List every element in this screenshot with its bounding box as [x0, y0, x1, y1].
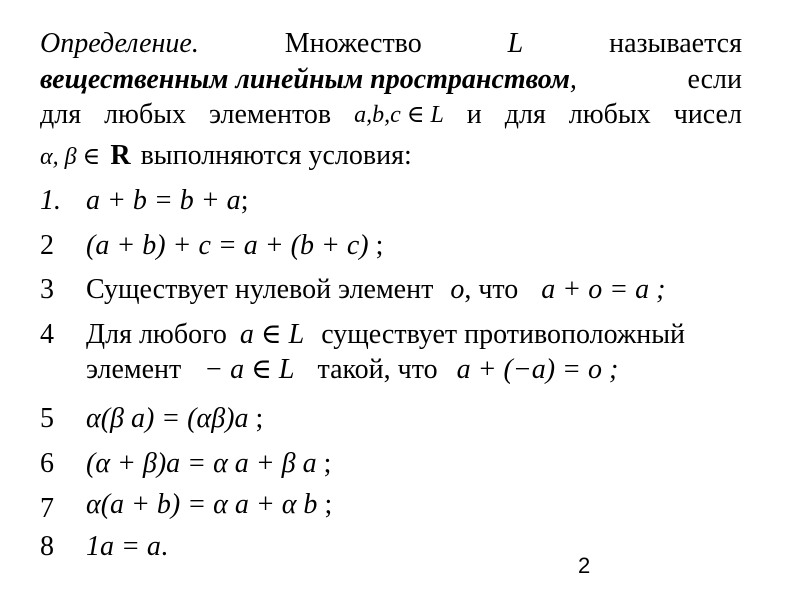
word: элементов	[208, 99, 332, 130]
formula-tail: .	[160, 531, 168, 562]
word: любых	[104, 99, 187, 130]
condition-number: 7	[40, 493, 54, 524]
condition-text-line-2	[86, 353, 618, 387]
word: чисел	[673, 99, 742, 130]
formula: a + (−a) = o ;	[456, 354, 619, 385]
set-symbol-L: L	[507, 28, 524, 59]
condition-formula	[86, 488, 332, 522]
formula: α(a + b) = α a + α b	[86, 489, 318, 520]
formula-tail: ;	[323, 448, 332, 479]
text: существует противоположный	[321, 319, 686, 350]
real-numbers-symbol: R	[110, 140, 131, 171]
definition-label: Определение.	[40, 28, 199, 59]
word-esli: если	[687, 64, 742, 95]
condition-number: 5	[40, 403, 54, 434]
condition-number: 6	[40, 448, 54, 479]
condition-number: 4	[40, 319, 54, 350]
formula-tail: ;	[375, 230, 384, 261]
condition-formula	[86, 229, 383, 263]
text: такой, что	[317, 354, 438, 385]
condition-formula	[86, 184, 248, 218]
word: и	[466, 99, 482, 130]
word: для	[40, 99, 82, 130]
formula: a + o = a ;	[541, 274, 666, 305]
definition-line-1	[40, 27, 742, 61]
formula-tail: ;	[240, 185, 249, 216]
condition-text-line-1	[86, 318, 685, 352]
formula: α(β a) = (αβ)a	[86, 403, 249, 434]
definition-line-3	[40, 98, 742, 132]
word: любых	[568, 99, 651, 130]
text: Существует нулевой элемент	[86, 274, 434, 305]
defined-term-group	[40, 63, 577, 97]
formula: − a ∈ L	[204, 354, 295, 385]
zero-element-symbol: o	[450, 274, 465, 305]
condition-formula	[86, 530, 168, 564]
condition-number: 1.	[40, 185, 61, 216]
conditions-intro: выполняются условия:	[140, 140, 412, 171]
formula: (α + β)a = α a + β a	[86, 448, 317, 479]
defined-term: вещественным линейным пространством	[40, 64, 570, 95]
formula: a ∈ L	[239, 319, 305, 350]
word-mnozhestvo: Множество	[284, 28, 422, 59]
condition-number: 2	[40, 230, 54, 261]
elements-formula: a,b,c ∈ L	[354, 102, 444, 128]
condition-number: 8	[40, 531, 54, 562]
definition-line-2	[40, 63, 742, 97]
text: Для любого	[86, 319, 227, 350]
condition-formula	[86, 402, 263, 436]
numbers-formula: α, β ∈	[40, 144, 101, 170]
formula-tail: ;	[324, 489, 333, 520]
condition-number: 3	[40, 274, 54, 305]
definition-line-4	[40, 139, 412, 174]
condition-formula	[86, 447, 331, 481]
condition-text	[86, 273, 665, 307]
term-comma: ,	[569, 64, 577, 95]
formula: a + b = b + a	[86, 185, 241, 216]
word-nazyvaetsya: называется	[609, 28, 742, 59]
text: элемент	[86, 354, 182, 385]
page-number: 2	[578, 553, 591, 578]
formula: (a + b) + c = a + (b + c)	[86, 230, 369, 261]
word: для	[504, 99, 546, 130]
text: , что	[464, 274, 519, 305]
formula-tail: ;	[255, 403, 264, 434]
formula: 1a = a	[86, 531, 161, 562]
